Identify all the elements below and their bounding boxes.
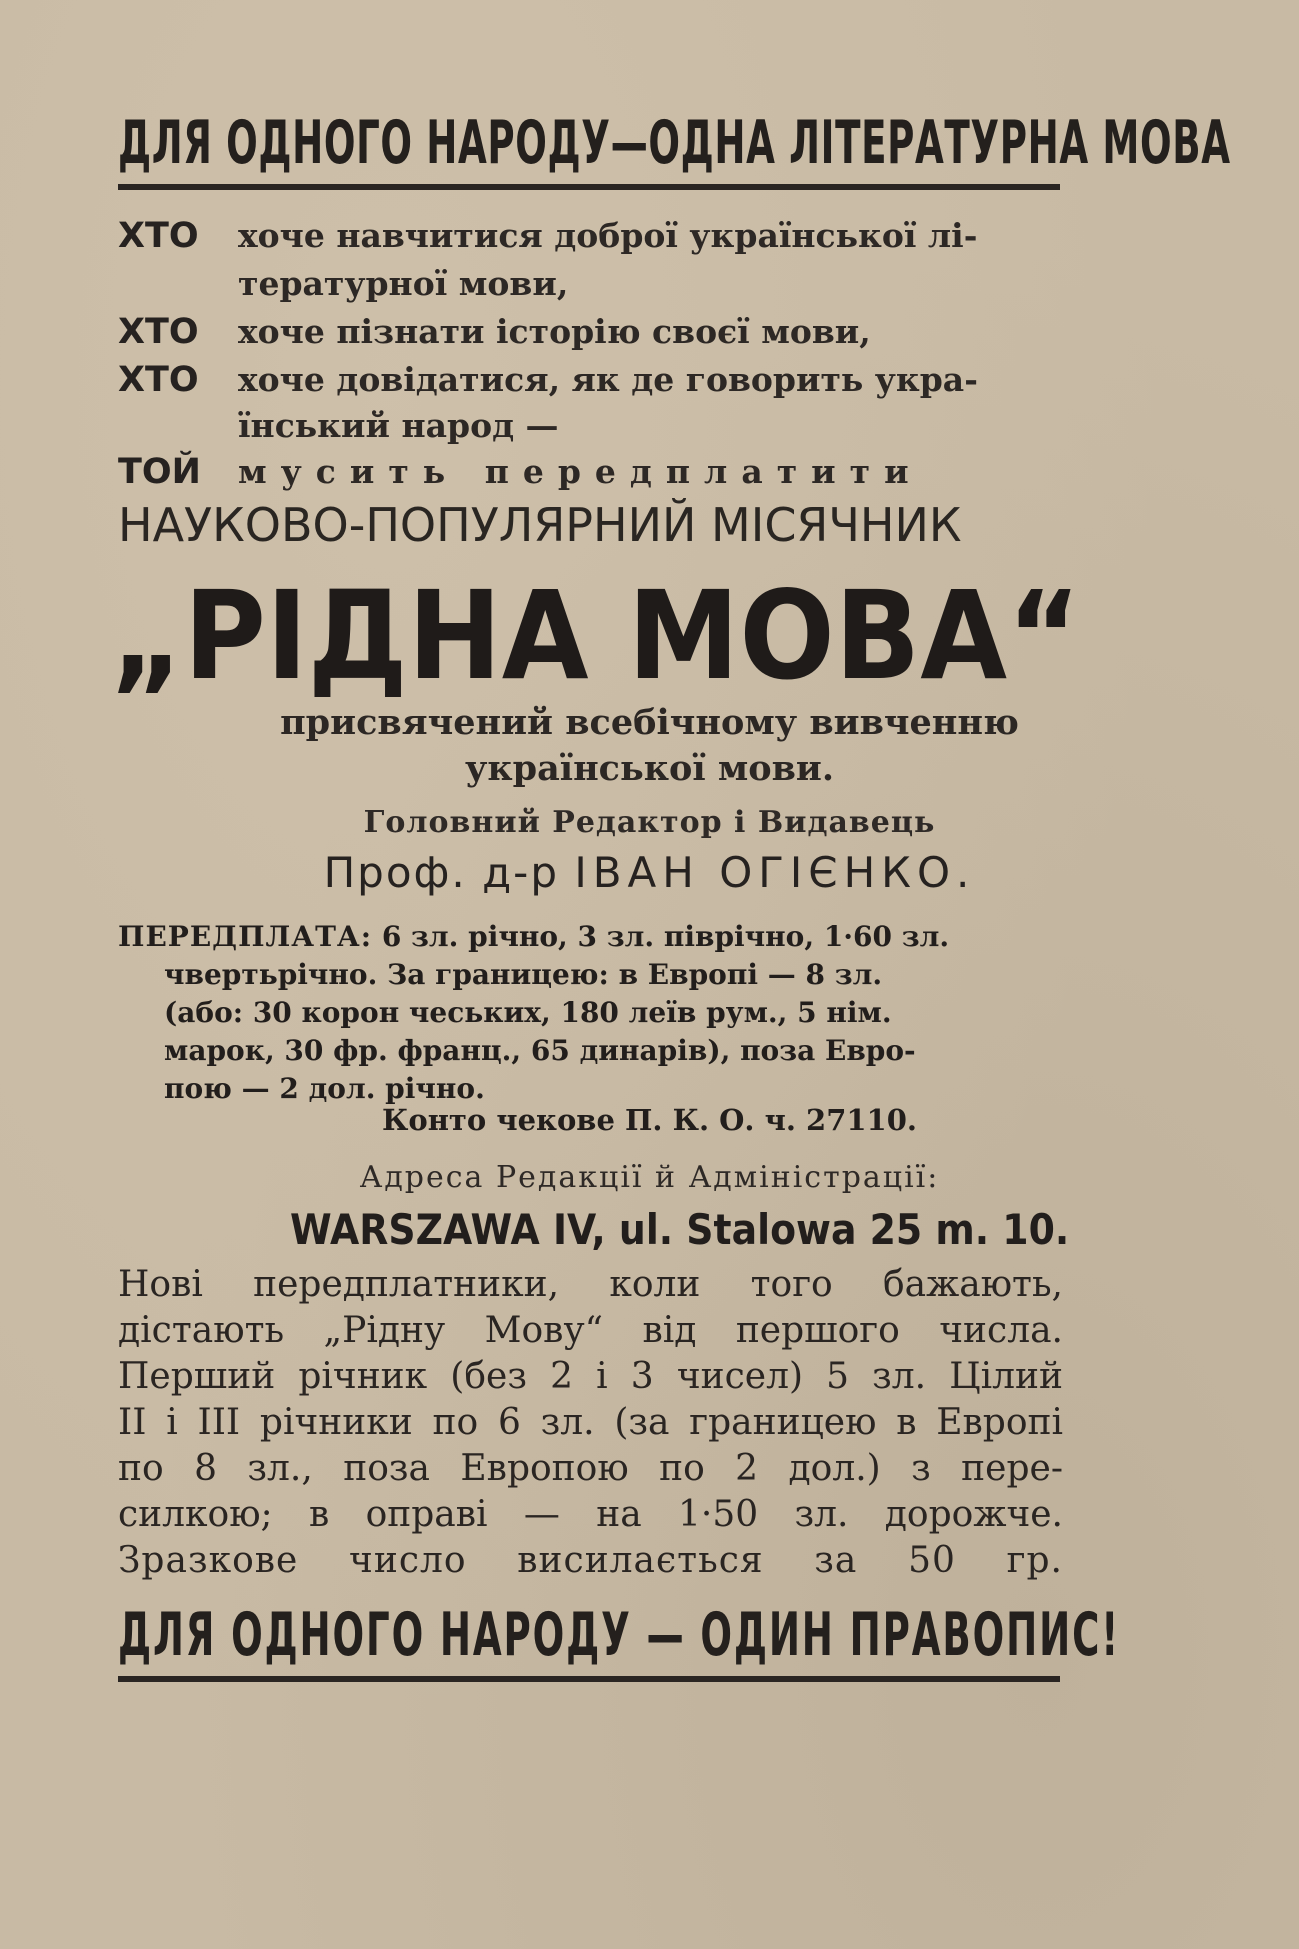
notes-line: по 8 зл., поза Европою по 2 дол.) з пере- [118, 1448, 1063, 1489]
dedication-line: присвячений всебічному вивченню [280, 702, 1019, 743]
subscription-block [118, 918, 1063, 1108]
subscription-line [118, 918, 1063, 956]
editor-name: ІВАН ОГІЄНКО. [574, 848, 976, 897]
subscription-line: (або: 30 корон чеських, 180 леїв рум., 5 нім. [164, 996, 892, 1029]
dedication [0, 700, 1299, 792]
header-rule [118, 184, 1060, 190]
notes-block [118, 1262, 1063, 1584]
footer-rule [118, 1676, 1060, 1682]
who-text: мусить передплатити [238, 452, 923, 491]
notes-line: силкою; в оправі — на 1·50 зл. дорожче. [118, 1494, 1063, 1535]
who-text: хоче пізнати історію своєї мови, [238, 312, 871, 351]
notes-line: Перший річник (без 2 і 3 чисел) 5 зл. Цілий [118, 1356, 1063, 1397]
subscription-label: ПЕРЕДПЛАТА: [118, 920, 373, 953]
address-label: Адреса Редакції й Адміністрації: [359, 1160, 940, 1195]
editor-label: Головний Редактор і Видавець [363, 805, 936, 840]
subscription-text: 6 зл. річно, 3 зл. піврічно, 1·60 зл. [381, 920, 950, 953]
who-key: ХТО [118, 360, 199, 400]
account-number: Конто чекове П. К. О. ч. 27110. [381, 1103, 918, 1137]
notes-line: Зразкове число висилається за 50 гр. [118, 1540, 1063, 1581]
who-key: ХТО [118, 312, 199, 352]
magazine-title: „РІДНА МОВА“ [110, 565, 1081, 707]
header-slogan: ДЛЯ ОДНОГО НАРОДУ—ОДНА ЛІТЕРАТУРНА МОВА [118, 108, 1231, 178]
who-text: тературної мови, [238, 264, 569, 303]
notes-line: II і III річники по 6 зл. (за границею в Европі [118, 1402, 1063, 1443]
who-line-5 [118, 404, 1063, 448]
who-key: ТОЙ [118, 452, 201, 492]
who-text: їнський народ — [238, 406, 559, 445]
subscription-line: пою — 2 дол. річно. [164, 1072, 485, 1105]
who-line-2 [118, 262, 1063, 306]
dedication-line: української мови. [464, 748, 835, 789]
subscription-line: чвертьрічно. За границею: в Европі — 8 зл. [164, 958, 883, 991]
editor-line [0, 848, 1299, 897]
notes-line: Нові передплатники, коли того бажають, [118, 1264, 1063, 1305]
subscription-line: марок, 30 фр. франц., 65 динарів), поза Евро- [164, 1034, 916, 1067]
who-text: хоче довідатися, як де говорить укра- [238, 360, 978, 399]
footer-slogan: ДЛЯ ОДНОГО НАРОДУ — ОДИН ПРАВОПИС! [118, 1600, 1121, 1670]
editor-prefix: Проф. д-р [323, 848, 559, 897]
who-line-1 [118, 214, 1063, 258]
who-key [118, 262, 238, 306]
who-key: ХТО [118, 216, 199, 256]
address: WARSZAWA IV, ul. Stalowa 25 m. 10. [290, 1205, 1070, 1254]
who-line-6 [118, 450, 1063, 494]
magazine-type: НАУКОВО-ПОПУЛЯРНИЙ МІСЯЧНИК [118, 498, 962, 552]
who-key [118, 404, 238, 448]
who-line-4 [118, 358, 1063, 402]
notes-line: дістають „Рідну Мову“ від першого числа. [118, 1310, 1063, 1351]
who-text: хоче навчитися доброї української лі- [238, 216, 978, 255]
who-line-3 [118, 310, 1063, 354]
